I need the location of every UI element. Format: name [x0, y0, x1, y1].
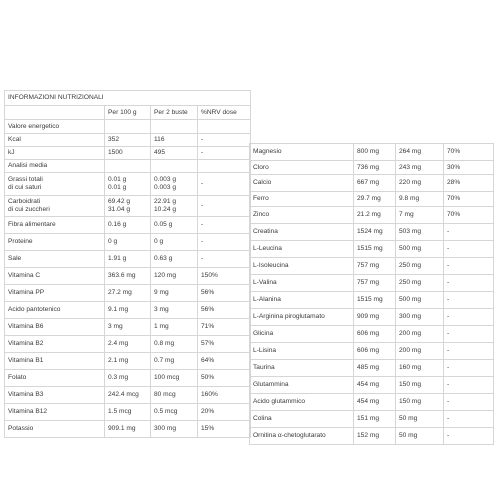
value-cell: 57%	[198, 336, 251, 353]
row-label: Magnesio	[250, 144, 354, 161]
value-cell: -	[198, 234, 251, 251]
table-title-row	[5, 91, 251, 106]
value-cell: 0.3 mg	[105, 370, 151, 387]
value-cell: 7 mg	[396, 207, 444, 224]
value-cell: 757 mg	[354, 275, 396, 292]
row-label: Glutammina	[250, 377, 354, 394]
row-label: Creatina	[250, 224, 354, 241]
row-label: Taurina	[250, 360, 354, 377]
table-row	[250, 224, 494, 241]
table-row	[250, 258, 494, 275]
header-cell: Per 100 g	[105, 106, 151, 120]
table-row	[250, 394, 494, 411]
value-cell: 160 mg	[396, 360, 444, 377]
value-cell: -	[198, 196, 251, 217]
value-cell: 300 mg	[151, 421, 198, 438]
value-cell: 250 mg	[396, 258, 444, 275]
value-cell: 64%	[198, 353, 251, 370]
value-cell: 22.91 g 10.24 g	[151, 196, 198, 217]
value-cell: 0.7 mg	[151, 353, 198, 370]
table-row	[250, 292, 494, 309]
table-row	[5, 353, 251, 370]
value-cell: -	[444, 275, 494, 292]
row-label: Acido glutammico	[250, 394, 354, 411]
value-cell: 9.8 mg	[396, 192, 444, 207]
value-cell: 50 mg	[396, 411, 444, 428]
value-cell	[105, 160, 151, 173]
value-cell: 30%	[444, 161, 494, 175]
value-cell: 264 mg	[396, 144, 444, 161]
value-cell	[151, 120, 198, 134]
table-row	[5, 160, 251, 173]
value-cell: -	[444, 292, 494, 309]
table-row	[250, 411, 494, 428]
table-row	[5, 421, 251, 438]
table-row	[250, 207, 494, 224]
value-cell: 909.1 mg	[105, 421, 151, 438]
row-label: Vitamina B1	[5, 353, 105, 370]
table-row	[250, 343, 494, 360]
value-cell: 800 mg	[354, 144, 396, 161]
table-row	[250, 175, 494, 192]
value-cell: 100 mcg	[151, 370, 198, 387]
table-row	[5, 268, 251, 285]
value-cell: -	[444, 343, 494, 360]
value-cell: 200 mg	[396, 343, 444, 360]
row-label: Vitamina B6	[5, 319, 105, 336]
value-cell: 28%	[444, 175, 494, 192]
table-row	[250, 192, 494, 207]
value-cell	[151, 160, 198, 173]
value-cell: 503 mg	[396, 224, 444, 241]
value-cell: 15%	[198, 421, 251, 438]
value-cell: 500 mg	[396, 292, 444, 309]
value-cell: 300 mg	[396, 309, 444, 326]
row-label: Vitamina B3	[5, 387, 105, 404]
row-label: L-Lisina	[250, 343, 354, 360]
value-cell: 1 mg	[151, 319, 198, 336]
header-cell: %NRV dose	[198, 106, 251, 120]
row-label: Ornitina α-chetoglutarato	[250, 428, 354, 445]
value-cell: 0.05 g	[151, 217, 198, 234]
value-cell: -	[444, 377, 494, 394]
value-cell: 0.003 g 0.003 g	[151, 173, 198, 196]
value-cell: 69.42 g 31.04 g	[105, 196, 151, 217]
table-row	[5, 147, 251, 160]
value-cell: 20%	[198, 404, 251, 421]
value-cell: -	[198, 147, 251, 160]
value-cell: 80 mcg	[151, 387, 198, 404]
value-cell: 0 g	[105, 234, 151, 251]
row-label: Cloro	[250, 161, 354, 175]
value-cell: 27.2 mg	[105, 285, 151, 302]
row-label: Kcal	[5, 134, 105, 147]
value-cell: 70%	[444, 144, 494, 161]
table-row	[5, 319, 251, 336]
table-row	[5, 285, 251, 302]
row-label: L-Alanina	[250, 292, 354, 309]
value-cell: 160%	[198, 387, 251, 404]
value-cell: 1.91 g	[105, 251, 151, 268]
row-label: Vitamina B2	[5, 336, 105, 353]
value-cell: -	[198, 251, 251, 268]
row-label: Glicina	[250, 326, 354, 343]
row-label: Vitamina B12	[5, 404, 105, 421]
row-label: Potassio	[5, 421, 105, 438]
value-cell: 606 mg	[354, 326, 396, 343]
value-cell: 242.4 mcg	[105, 387, 151, 404]
value-cell: 1515 mg	[354, 241, 396, 258]
value-cell: 2.4 mg	[105, 336, 151, 353]
row-label: Fibra alimentare	[5, 217, 105, 234]
table-row	[5, 336, 251, 353]
value-cell: 50 mg	[396, 428, 444, 445]
value-cell: 757 mg	[354, 258, 396, 275]
table-row	[5, 217, 251, 234]
row-label: L-Arginina piroglutamato	[250, 309, 354, 326]
table-row	[5, 134, 251, 147]
row-label: Proteine	[5, 234, 105, 251]
table-title: INFORMAZIONI NUTRIZIONALI	[5, 91, 251, 106]
value-cell: 0.01 g 0.01 g	[105, 173, 151, 196]
value-cell: -	[198, 217, 251, 234]
value-cell: 9.1 mg	[105, 302, 151, 319]
row-label: Analisi media	[5, 160, 105, 173]
value-cell: 116	[151, 134, 198, 147]
value-cell: 736 mg	[354, 161, 396, 175]
row-label: L-Valina	[250, 275, 354, 292]
table-row	[250, 360, 494, 377]
table-row	[250, 428, 494, 445]
value-cell: 1.5 mcg	[105, 404, 151, 421]
value-cell: 70%	[444, 207, 494, 224]
table-row	[250, 377, 494, 394]
row-label: Ferro	[250, 192, 354, 207]
value-cell: -	[444, 360, 494, 377]
value-cell: 70%	[444, 192, 494, 207]
table-header-row	[5, 106, 251, 120]
value-cell: 56%	[198, 302, 251, 319]
row-label: L-Leucina	[250, 241, 354, 258]
value-cell: 454 mg	[354, 377, 396, 394]
row-label: Grassi totali di cui saturi	[5, 173, 105, 196]
value-cell: 0.8 mg	[151, 336, 198, 353]
value-cell: -	[444, 326, 494, 343]
value-cell: 243 mg	[396, 161, 444, 175]
value-cell: 150 mg	[396, 394, 444, 411]
value-cell: 21.2 mg	[354, 207, 396, 224]
value-cell: 363.6 mg	[105, 268, 151, 285]
value-cell: 150 mg	[396, 377, 444, 394]
row-label: Calcio	[250, 175, 354, 192]
value-cell: 56%	[198, 285, 251, 302]
row-label: Folato	[5, 370, 105, 387]
table-row	[5, 196, 251, 217]
value-cell: -	[198, 134, 251, 147]
row-label: L-Isoleucina	[250, 258, 354, 275]
row-label: Acido pantotenico	[5, 302, 105, 319]
value-cell: 352	[105, 134, 151, 147]
value-cell: 454 mg	[354, 394, 396, 411]
table-row	[250, 241, 494, 258]
value-cell: 500 mg	[396, 241, 444, 258]
value-cell: 495	[151, 147, 198, 160]
value-cell: 9 mg	[151, 285, 198, 302]
row-label: kJ	[5, 147, 105, 160]
header-cell: Per 2 buste	[151, 106, 198, 120]
value-cell: 151 mg	[354, 411, 396, 428]
table-row	[250, 309, 494, 326]
row-label: Carboidrati di cui zuccheri	[5, 196, 105, 217]
table-row	[5, 120, 251, 134]
value-cell: -	[444, 224, 494, 241]
value-cell: 152 mg	[354, 428, 396, 445]
value-cell	[198, 160, 251, 173]
table-row	[250, 326, 494, 343]
row-label: Zinco	[250, 207, 354, 224]
row-label: Vitamina PP	[5, 285, 105, 302]
value-cell: 0.5 mcg	[151, 404, 198, 421]
value-cell: 3 mg	[105, 319, 151, 336]
table-row	[5, 302, 251, 319]
value-cell: 485 mg	[354, 360, 396, 377]
value-cell: 150%	[198, 268, 251, 285]
table-row	[5, 370, 251, 387]
value-cell: -	[198, 173, 251, 196]
value-cell	[105, 120, 151, 134]
value-cell: 200 mg	[396, 326, 444, 343]
value-cell: -	[444, 394, 494, 411]
table-row	[5, 404, 251, 421]
value-cell: -	[444, 309, 494, 326]
value-cell: 2.1 mg	[105, 353, 151, 370]
nutrition-table-left	[4, 90, 251, 438]
row-label: Vitamina C	[5, 268, 105, 285]
row-label: Valore energetico	[5, 120, 105, 134]
value-cell: 1515 mg	[354, 292, 396, 309]
value-cell: -	[444, 428, 494, 445]
value-cell: 606 mg	[354, 343, 396, 360]
value-cell: 50%	[198, 370, 251, 387]
table-row	[5, 173, 251, 196]
value-cell: 250 mg	[396, 275, 444, 292]
value-cell: 220 mg	[396, 175, 444, 192]
header-cell	[5, 106, 105, 120]
value-cell: 1524 mg	[354, 224, 396, 241]
table-row	[250, 161, 494, 175]
value-cell	[198, 120, 251, 134]
value-cell: 909 mg	[354, 309, 396, 326]
value-cell: 0.16 g	[105, 217, 151, 234]
table-row	[5, 251, 251, 268]
table-row	[250, 144, 494, 161]
table-row	[250, 275, 494, 292]
row-label: Sale	[5, 251, 105, 268]
row-label: Colina	[250, 411, 354, 428]
nutrition-table-right	[249, 143, 494, 445]
value-cell: 29.7 mg	[354, 192, 396, 207]
value-cell: 1500	[105, 147, 151, 160]
value-cell: 0.63 g	[151, 251, 198, 268]
value-cell: -	[444, 241, 494, 258]
value-cell: -	[444, 411, 494, 428]
value-cell: 71%	[198, 319, 251, 336]
value-cell: 0 g	[151, 234, 198, 251]
value-cell: 667 mg	[354, 175, 396, 192]
value-cell: -	[444, 258, 494, 275]
value-cell: 120 mg	[151, 268, 198, 285]
value-cell: 3 mg	[151, 302, 198, 319]
table-row	[5, 234, 251, 251]
table-row	[5, 387, 251, 404]
